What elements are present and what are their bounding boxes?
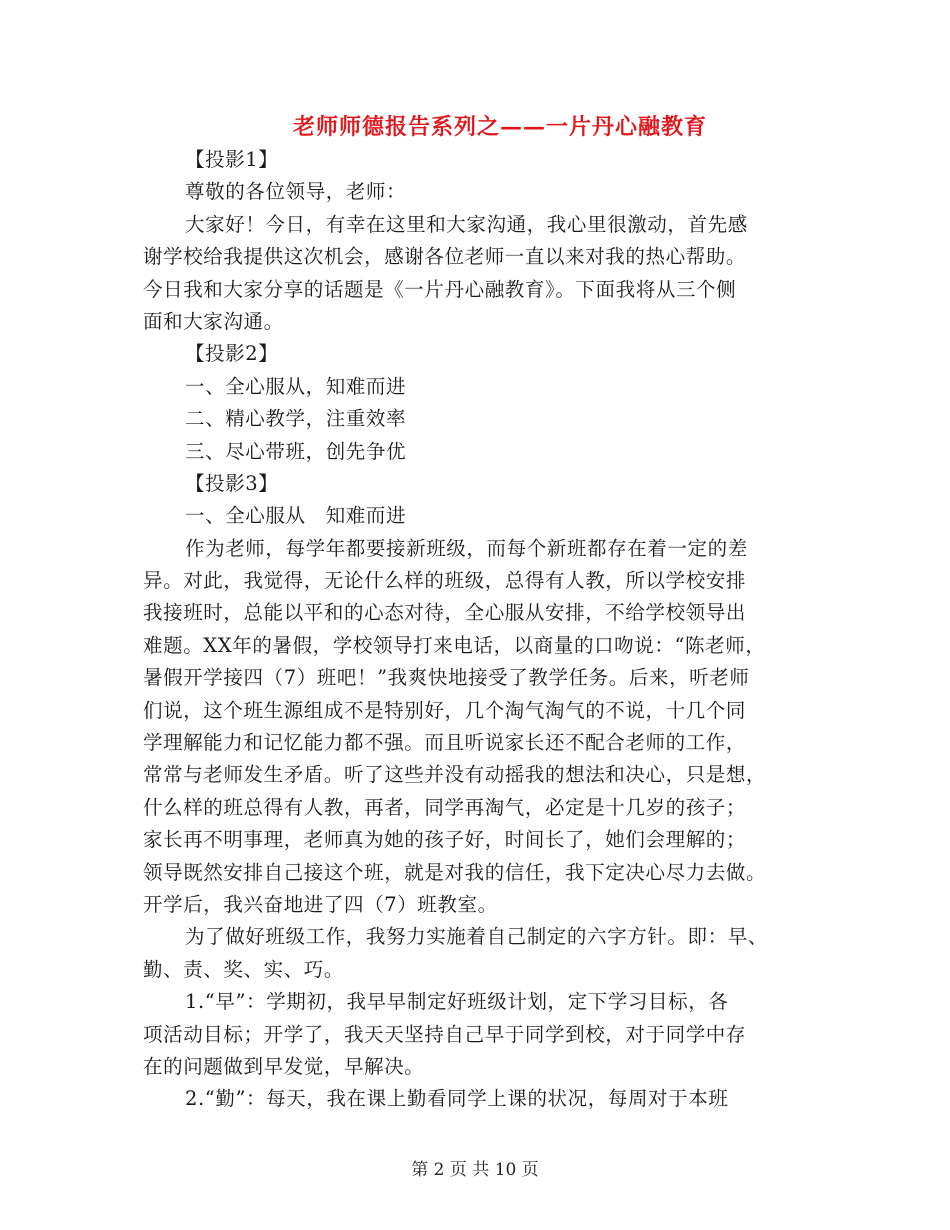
paragraph-line: 学理解能力和记忆能力都不强。而且听说家长还不配合老师的工作， [143, 731, 747, 755]
paragraph-line: 一、全心服从，知难而进 [185, 374, 407, 398]
paragraph-line: 【投影2】 [185, 342, 279, 366]
paragraph-line: 面和大家沟通。 [143, 309, 284, 333]
paragraph-line: 家长再不明事理，老师真为她的孩子好，时间长了，她们会理解的； [143, 828, 747, 852]
paragraph-line: 【投影1】 [185, 148, 279, 171]
paragraph-line: 【投影3】 [185, 471, 279, 495]
paragraph-line: 项活动目标；开学了，我天天坚持自己早于同学到校，对于同学中存 [143, 1022, 747, 1046]
paragraph-line: 三、尽心带班，创先争优 [185, 439, 407, 463]
paragraph-line: 2.“勤”：每天，我在课上勤看同学上课的状况，每周对于本班 [185, 1087, 729, 1111]
page-footer: 第 2 页 共 10 页 [411, 1160, 539, 1180]
paragraph-line: 我接班时，总能以平和的心态对待，全心服从安排，不给学校领导出 [143, 601, 747, 625]
document-body [143, 144, 808, 1116]
paragraph-line: 领导既然安排自己接这个班，就是对我的信任，我下定决心尽力去做。 [143, 860, 767, 884]
paragraph-line: 们说，这个班生源组成不是特别好，几个淘气淘气的不说，十几个同 [143, 698, 747, 722]
paragraph-line: 难题。XX年的暑假，学校领导打来电话，以商量的口吻说：“陈老师， [143, 633, 766, 657]
paragraph-line: 谢学校给我提供这次机会，感谢各位老师一直以来对我的热心帮助。 [143, 245, 747, 269]
paragraph-line: 开学后，我兴奋地进了四（7）班教室。 [143, 892, 498, 916]
paragraph-line: 暑假开学接四（7）班吧！”我爽快地接受了教学任务。后来，听老师 [143, 666, 750, 690]
paragraph-line: 今日我和大家分享的话题是《一片丹心融教育》。下面我将从三个侧 [143, 277, 737, 301]
paragraph-line: 勤、责、奖、实、巧。 [143, 957, 345, 981]
paragraph-line: 一、全心服从 知难而进 [185, 504, 407, 528]
paragraph-line: 什么样的班总得有人教，再者，同学再淘气，必定是十几岁的孩子； [143, 795, 747, 819]
paragraph-line: 在的问题做到早发觉，早解决。 [143, 1054, 425, 1078]
paragraph-line: 二、精心教学，注重效率 [185, 407, 407, 431]
paragraph-line: 为了做好班级工作，我努力实施着自己制定的六字方针。即：早、 [185, 925, 768, 949]
paragraph-line: 1.“早”：学期初，我早早制定好班级计划，定下学习目标，各 [185, 990, 729, 1014]
paragraph-line: 尊敬的各位领导，老师： [185, 180, 407, 204]
document-title: 老师师德报告系列之——一片丹心融教育 [292, 114, 707, 140]
paragraph-line: 作为老师，每学年都要接新班级，而每个新班都存在着一定的差 [185, 536, 748, 560]
paragraph-line: 异。对此，我觉得，无论什么样的班级，总得有人教，所以学校安排 [143, 569, 747, 593]
paragraph-line: 大家好！今日，有幸在这里和大家沟通，我心里很激动，首先感 [185, 212, 748, 236]
paragraph-line: 常常与老师发生矛盾。听了这些并没有动摇我的想法和决心，只是想， [143, 763, 767, 787]
